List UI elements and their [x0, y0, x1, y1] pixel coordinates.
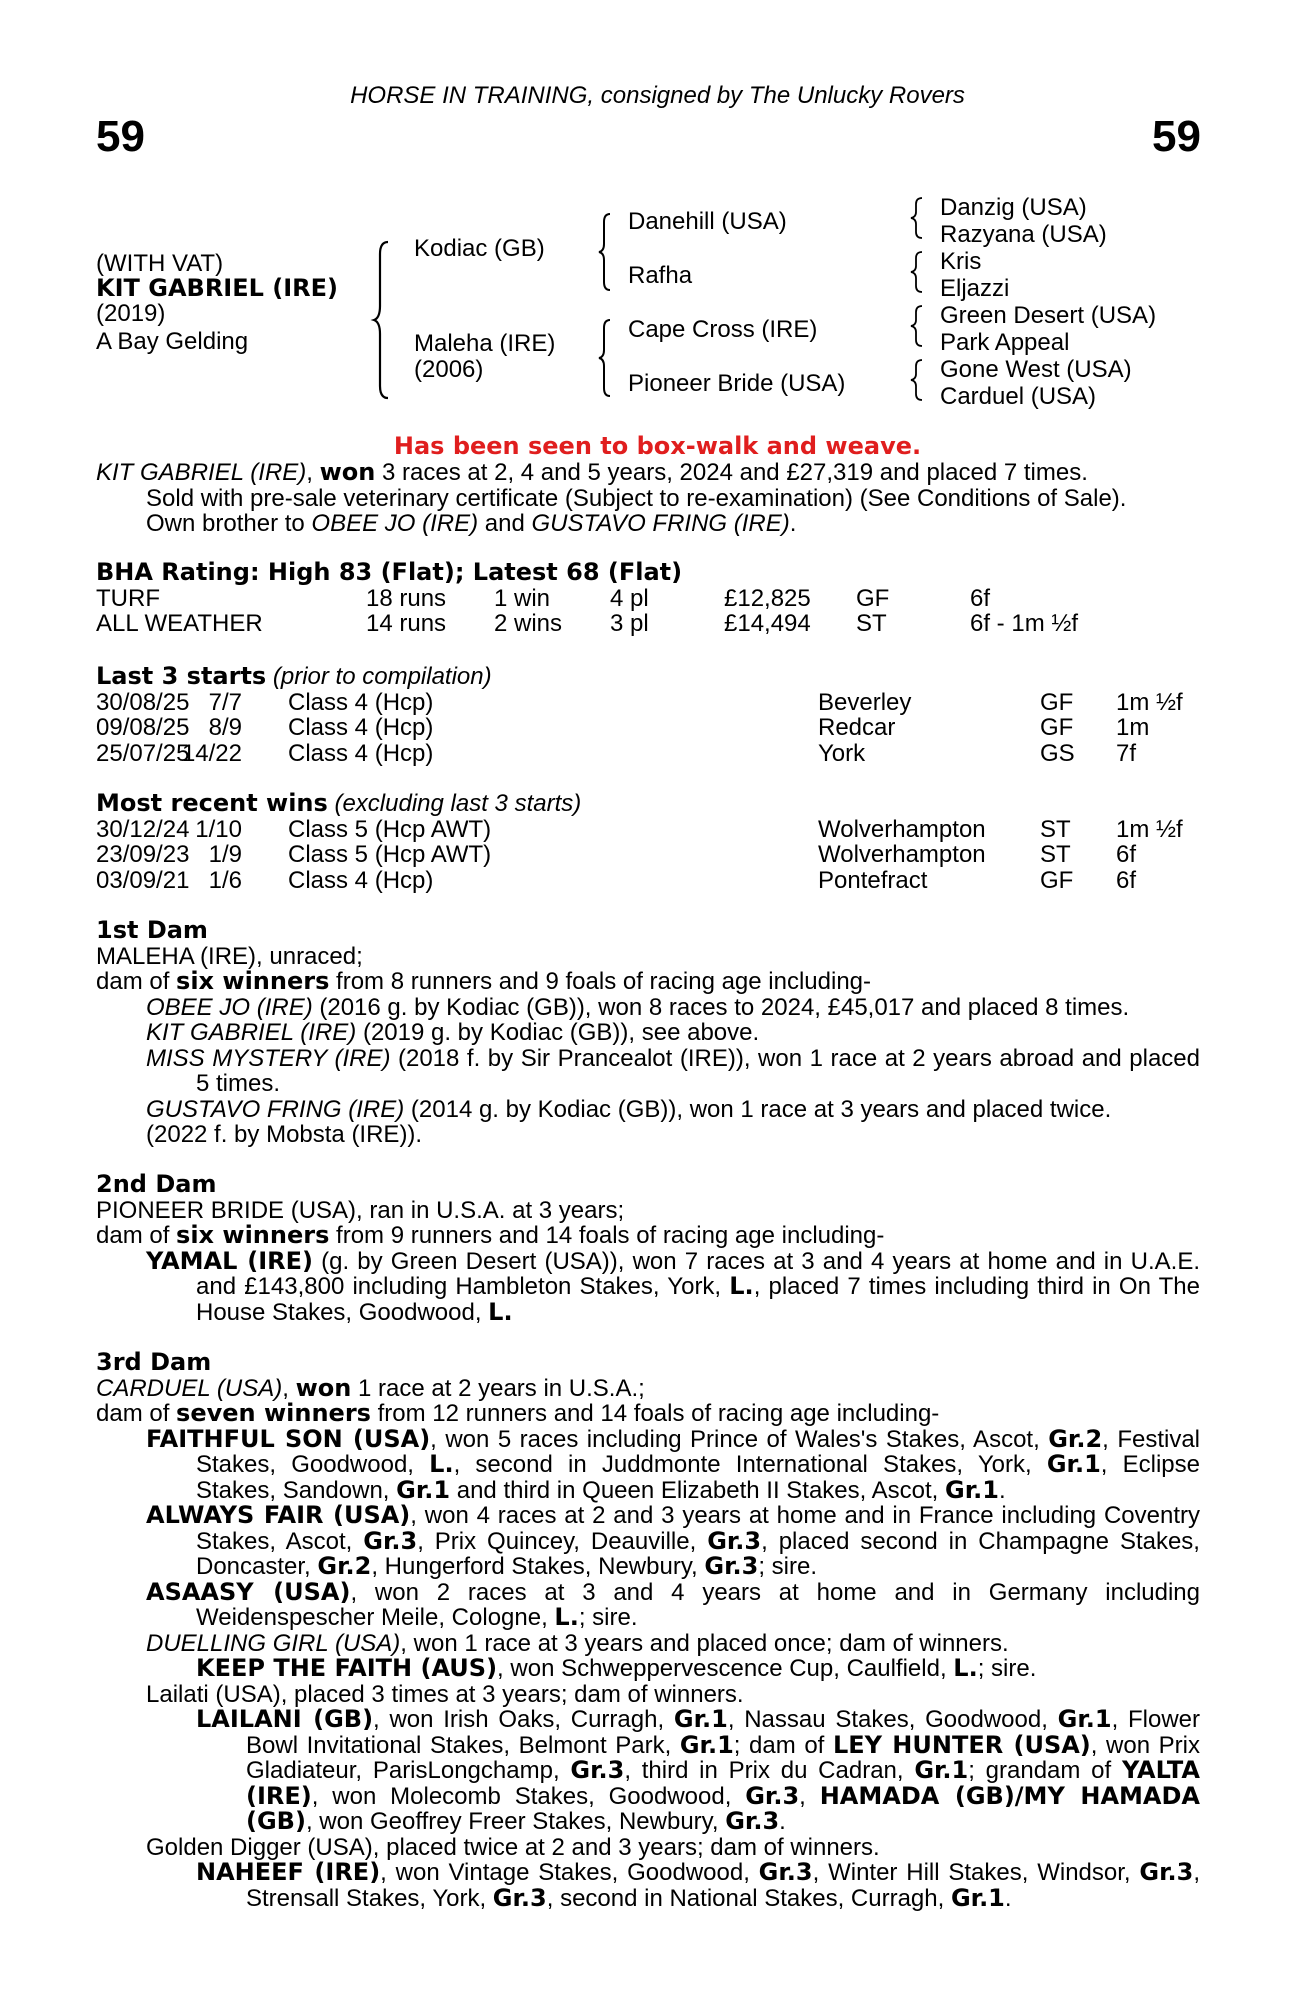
progeny-details: (2014 g. by Kodiac (GB)), won 1 race at 3 years and placed twice. — [404, 1095, 1112, 1123]
recent-win-row — [96, 868, 1200, 894]
progeny-name: KIT GABRIEL (IRE) — [146, 1019, 357, 1046]
progeny-entry: FAITHFUL SON (USA), won 5 races including Prince of Wales's Stakes, Ascot, Gr.2, Festival Stakes, Goodwood, L., second in Juddmonte International Stakes, York, Gr.1, Eclipse Stakes, Sandown, Gr.1 and third in Queen Elizabeth II Stakes, Ascot, Gr.1. — [146, 1424, 1201, 1504]
progeny-name: FAITHFUL SON (USA) — [146, 1424, 431, 1453]
race-distance: 1m — [1116, 714, 1150, 741]
recent-win-row — [96, 842, 1200, 868]
progeny-name: LAILANI (GB) — [196, 1705, 374, 1733]
winners-count: seven winners — [176, 1399, 371, 1427]
last-start-row — [96, 715, 1200, 741]
race-position: 1/10 — [195, 815, 242, 843]
progeny-entry — [96, 1046, 1200, 1097]
rating-placed: 4 pl — [610, 584, 649, 612]
summary-line3b: and — [478, 510, 532, 537]
summary-won: won — [319, 458, 376, 486]
pedigree-brace-g3-1 — [910, 196, 924, 240]
winners-count: six winners — [176, 1221, 330, 1249]
last-start-row — [96, 741, 1200, 767]
rating-placed: 3 pl — [610, 610, 649, 637]
grand-progeny-entry: LAILANI (GB), won Irish Oaks, Curragh, Gr.1, Nassau Stakes, Goodwood, Gr.1, Flower Bowl Invitational Stakes, Belmont Park, Gr.1; dam of LEY HUNTER (USA), won Prix Gladiateur, ParisLongchamp, Gr.3, third in Prix du Cadran, Gr.1; grandam of YALTA (IRE), won Molecomb Stakes, Goodwood, Gr.3, HAMADA (GB)/MY HAMADA (GB), won Geoffrey Freer Stakes, Newbury, Gr.3. — [196, 1705, 1201, 1835]
second-dam-title: 2nd Dam — [96, 1170, 217, 1198]
pedigree-sire-dam: Rafha — [628, 262, 693, 289]
lot-number-left: 59 — [96, 112, 145, 161]
race-going: ST — [1040, 841, 1071, 868]
progeny-entry: Lailati (USA), placed 3 times at 3 years; dam of winners. — [146, 1680, 744, 1708]
first-dam-line: MALEHA (IRE), unraced; — [96, 942, 363, 970]
race-position: 7/7 — [208, 688, 242, 716]
pedigree-g3-4: Eljazzi — [940, 275, 1010, 302]
first-dam-section — [96, 918, 1200, 1148]
second-dam-line: PIONEER BRIDE (USA), ran in U.S.A. at 3 years; — [96, 1196, 625, 1224]
rating-going: ST — [856, 610, 887, 637]
pedigree-g3-3: Kris — [940, 248, 982, 275]
race-going: ST — [1040, 815, 1071, 843]
rating-section — [96, 560, 1200, 637]
rating-money: £12,825 — [724, 584, 811, 612]
listed-badge: L. — [729, 1272, 754, 1300]
race-position: 1/9 — [208, 841, 242, 868]
progeny-entry — [96, 1631, 1200, 1657]
first-dam-title: 1st Dam — [96, 916, 208, 944]
pedigree-g3-8: Carduel (USA) — [940, 383, 1097, 410]
progeny-name: OBEE JO (IRE) — [146, 993, 313, 1021]
progeny-details: (2019 g. by Kodiac (GB)), see above. — [356, 1019, 760, 1046]
progeny-entry: ASAASY (USA), won 2 races at 3 and 4 years at home and in Germany including Weidenspescher Meile, Cologne, L.; sire. — [146, 1577, 1201, 1631]
progeny-entry: (2022 f. by Mobsta (IRE)). — [146, 1121, 423, 1148]
dam-of-text: dam of — [96, 968, 177, 995]
progeny-name: YALTA (IRE) — [246, 1756, 1200, 1810]
vat-note: (WITH VAT) — [96, 250, 224, 277]
won-label: won — [295, 1373, 352, 1402]
race-position: 1/6 — [208, 866, 242, 894]
race-date: 23/09/23 — [96, 841, 190, 868]
last-starts-section — [96, 664, 1200, 766]
rating-wins: 2 wins — [494, 610, 563, 637]
pedigree-g3-5: Green Desert (USA) — [940, 302, 1157, 329]
recent-wins-note: (excluding last 3 starts) — [334, 790, 582, 817]
pedigree-dam-dam: Pioneer Bride (USA) — [628, 370, 846, 397]
race-course: Redcar — [818, 714, 896, 741]
listed-badge: L. — [488, 1297, 513, 1326]
dam-of-text: dam of — [96, 1400, 177, 1427]
summary-brother1: OBEE JO (IRE) — [311, 510, 479, 537]
progeny-name: DUELLING GIRL (USA) — [146, 1629, 401, 1657]
third-dam-name: CARDUEL (USA) — [96, 1374, 283, 1402]
race-date: 09/08/25 — [96, 714, 190, 741]
dam-of-text: dam of — [96, 1222, 177, 1249]
race-distance: 6f — [1116, 866, 1137, 894]
progeny-entry: Golden Digger (USA), placed twice at 2 and 3 years; dam of winners. — [146, 1833, 880, 1861]
progeny-details: ; sire. — [977, 1655, 1037, 1682]
progeny-details: (2016 g. by Kodiac (GB)), won 8 races to 2024, £45,017 and placed 8 times. — [312, 993, 1130, 1021]
vet-warning: Has been seen to box-walk and weave. — [393, 432, 922, 460]
pedigree-dam: Maleha (IRE) — [414, 330, 556, 357]
rating-runs: 14 runs — [366, 610, 447, 637]
rating-wins: 1 win — [494, 584, 551, 612]
race-class: Class 4 (Hcp) — [288, 714, 434, 741]
race-date: 03/09/21 — [96, 866, 190, 894]
last-start-row — [96, 690, 1200, 716]
summary-line2: Sold with pre-sale veterinary certificate (Subject to re-examination) (See Conditions of Sale). — [146, 484, 1127, 512]
summary-line1: 3 races at 2, 4 and 5 years, 2024 and £27,319 and placed 7 times. — [375, 459, 1088, 486]
horse-name: KIT GABRIEL (IRE) — [96, 274, 339, 302]
rating-surface: TURF — [96, 584, 160, 612]
rating-row-aw — [96, 611, 1200, 637]
pedigree-brace-g3-4 — [910, 358, 924, 402]
grand-progeny-entry: NAHEEF (IRE), won Vintage Stakes, Goodwood, Gr.3, Winter Hill Stakes, Windsor, Gr.3, Strensall Stakes, York, Gr.3, second in National Stakes, Curragh, Gr.1. — [196, 1858, 1200, 1912]
race-class: Class 4 (Hcp) — [288, 866, 434, 894]
rating-row-turf — [96, 586, 1200, 612]
last-starts-note: (prior to compilation) — [272, 663, 492, 690]
progeny-name: LEY HUNTER (USA) — [832, 1730, 1091, 1759]
third-dam-record: 1 race at 2 years in U.S.A.; — [351, 1374, 645, 1402]
summary-name: KIT GABRIEL (IRE) — [96, 459, 307, 486]
listed-badge: L. — [953, 1654, 978, 1682]
pedigree-brace-sire — [598, 212, 612, 292]
pedigree-dam-year: (2006) — [414, 356, 484, 383]
progeny-name: ALWAYS FAIR (USA) — [146, 1501, 411, 1529]
progeny-name: ASAASY (USA) — [146, 1577, 351, 1606]
pedigree-brace-g3-2 — [910, 250, 924, 294]
dam-of-rest: from 9 runners and 14 foals of racing age including- — [329, 1222, 885, 1249]
race-class: Class 5 (Hcp AWT) — [288, 841, 492, 868]
pedigree-dam-sire: Cape Cross (IRE) — [628, 316, 818, 343]
progeny-name: NAHEEF (IRE) — [196, 1858, 381, 1886]
pedigree-g3-1: Danzig (USA) — [940, 194, 1087, 221]
race-class: Class 4 (Hcp) — [288, 739, 434, 767]
second-dam-section — [96, 1172, 1200, 1325]
progeny-details: , won 1 race at 3 years and placed once; dam of winners. — [400, 1629, 1009, 1657]
progeny-entry — [96, 1097, 1200, 1123]
progeny-entry — [96, 1246, 1200, 1326]
pedigree-g3-2: Razyana (USA) — [940, 221, 1107, 248]
race-class: Class 4 (Hcp) — [288, 688, 434, 716]
grand-progeny-entry — [96, 1656, 1200, 1682]
race-date: 30/12/24 — [96, 815, 190, 843]
race-distance: 1m ½f — [1116, 688, 1183, 716]
race-distance: 7f — [1116, 739, 1137, 767]
race-course: Beverley — [818, 688, 912, 716]
race-distance: 1m ½f — [1116, 815, 1183, 843]
race-going: GF — [1040, 714, 1074, 741]
progeny-name: YAMAL (IRE) — [146, 1246, 313, 1275]
lot-number-right: 59 — [1152, 112, 1201, 161]
race-position: 8/9 — [208, 714, 242, 741]
progeny-name: KEEP THE FAITH (AUS) — [196, 1654, 498, 1682]
pedigree-sire-sire: Danehill (USA) — [628, 208, 787, 235]
rating-distance: 6f — [970, 584, 991, 612]
third-dam-title: 3rd Dam — [96, 1348, 212, 1376]
pedigree-brace-gen1 — [372, 240, 390, 400]
summary-brother2: GUSTAVO FRING (IRE) — [531, 510, 790, 537]
progeny-name: GUSTAVO FRING (IRE) — [146, 1095, 405, 1123]
recent-wins-title: Most recent wins — [96, 789, 328, 817]
progeny-name: MISS MYSTERY (IRE) — [146, 1044, 391, 1072]
pedigree-brace-dam — [598, 318, 612, 398]
recent-win-row — [96, 817, 1200, 843]
last-starts-title: Last 3 starts — [96, 662, 267, 690]
race-date: 25/07/25 — [96, 739, 190, 767]
race-going: GF — [1040, 866, 1074, 894]
progeny-entry: ALWAYS FAIR (USA), won 4 races at 2 and 3 years at home and in France including Coventry Stakes, Ascot, Gr.3, Prix Quincey, Deauville, Gr.3, placed second in Champagne Stakes, Doncaster, Gr.2, Hungerford Stakes, Newbury, Gr.3; sire. — [146, 1501, 1200, 1580]
consignor-heading: HORSE IN TRAINING, consigned by The Unlucky Rovers — [350, 82, 965, 109]
rating-going: GF — [856, 584, 890, 612]
race-going: GF — [1040, 688, 1074, 716]
dam-of-rest: from 8 runners and 9 foals of racing age including- — [329, 968, 872, 995]
race-position: 14/22 — [181, 739, 242, 767]
rating-surface: ALL WEATHER — [96, 610, 263, 637]
summary-line3a: Own brother to — [146, 510, 312, 537]
horse-year: (2019) — [96, 300, 166, 327]
winners-count: six winners — [176, 967, 330, 995]
dam-of-rest: from 12 runners and 14 foals of racing age including- — [370, 1400, 940, 1427]
race-course: Wolverhampton — [818, 815, 986, 843]
rating-distance: 6f - 1m ½f — [970, 610, 1079, 637]
third-dam-section: 3rd Dam CARDUEL (USA), won 1 race at 2 years in U.S.A.; dam of seven winners from 12 runners and 14 foals of racing age including- FAITHFUL SON (USA), won 5 races including Prince of Wales's Stakes, Ascot, Gr.2, Festival Stakes, Goodwood, L., second in Juddmonte International Stakes, York, Gr.1, Eclipse Stakes, Sandown, Gr.1 and third in Queen Elizabeth II Stakes, Ascot, Gr.1. ALWAYS FAIR (USA), won 4 races at 2 and 3 years at home and in France including Coventry Stakes, Ascot, Gr.3, Prix Quincey, Deauville, Gr.3, placed second in Champagne Stakes, Doncaster, Gr.2, Hungerford Stakes, Newbury, Gr.3; sire. ASAASY (USA), won 2 races at 3 and 4 years at home and in Germany including Weidenspescher Meile, Cologne, L.; sire. DUELLING GIRL (USA), won 1 race at 3 years and placed once; dam of winners. KEEP THE FAITH (AUS), won Schweppervescence Cup, Caulfield, L.; sire. Lailati (USA), placed 3 times at 3 years; dam of winners. LAILANI (GB), won Irish Oaks, Curragh, Gr.1, Nassau Stakes, Goodwood, Gr.1, Flower Bowl Invitational Stakes, Belmont Park, Gr.1; dam of LEY HUNTER (USA), won Prix Gladiateur, ParisLongchamp, Gr.3, third in Prix du Cadran, Gr.1; grandam of YALTA (IRE), won Molecomb Stakes, Goodwood, Gr.3, HAMADA (GB)/MY HAMADA (GB), won Geoffrey Freer Stakes, Newbury, Gr.3. Golden Digger (USA), placed twice at 2 and 3 years; dam of winners. NAHEEF (IRE), won Vintage Stakes, Goodwood, Gr.3, Winter Hill Stakes, Windsor, Gr.3, Strensall Stakes, York, Gr.3, second in National Stakes, Curragh, Gr.1. — [96, 1348, 1201, 1912]
rating-title: BHA Rating: High 83 (Flat); Latest 68 (Flat) — [96, 558, 683, 586]
progeny-details: , placed 7 times including third in On The House Stakes, Goodwood, — [196, 1273, 1200, 1326]
horse-summary: KIT GABRIEL (IRE), won 3 races at 2, 4 and 5 years, 2024 and £27,319 and placed 7 times. Sold with pre-sale veterinary certificate (Subject to re-examination) (See Conditions of Sale). Own brother to OBEE JO (IRE) and GUSTAVO FRING (IRE). — [96, 460, 1200, 537]
progeny-name: HAMADA (GB)/MY HAMADA (GB) — [246, 1781, 1200, 1835]
race-course: Pontefract — [818, 866, 928, 894]
race-going: GS — [1040, 739, 1075, 767]
pedigree-sire: Kodiac (GB) — [414, 235, 545, 262]
rating-money: £14,494 — [724, 610, 811, 637]
pedigree-g3-7: Gone West (USA) — [940, 356, 1132, 383]
race-class: Class 5 (Hcp AWT) — [288, 815, 492, 843]
race-date: 30/08/25 — [96, 688, 190, 716]
progeny-entry — [96, 1020, 1200, 1046]
rating-runs: 18 runs — [366, 584, 447, 612]
horse-description: A Bay Gelding — [96, 328, 249, 355]
summary-line3c: . — [789, 510, 797, 537]
progeny-entry — [96, 995, 1200, 1021]
race-course: Wolverhampton — [818, 841, 986, 868]
race-distance: 6f — [1116, 841, 1137, 868]
recent-wins-section — [96, 791, 1200, 893]
progeny-details: (g. by Green Desert (USA)), won 7 races at 3 and 4 years at home and in U.A.E. and £143,800 including Hambleton Stakes, York, — [196, 1247, 1200, 1300]
pedigree-g3-6: Park Appeal — [940, 329, 1070, 356]
progeny-details: , won Schweppervescence Cup, Caulfield, — [497, 1655, 954, 1682]
pedigree-brace-g3-3 — [910, 304, 924, 348]
progeny-details: (2018 f. by Sir Prancealot (IRE)), won 1 race at 2 years abroad and placed 5 times. — [196, 1044, 1200, 1097]
race-course: York — [818, 739, 866, 767]
